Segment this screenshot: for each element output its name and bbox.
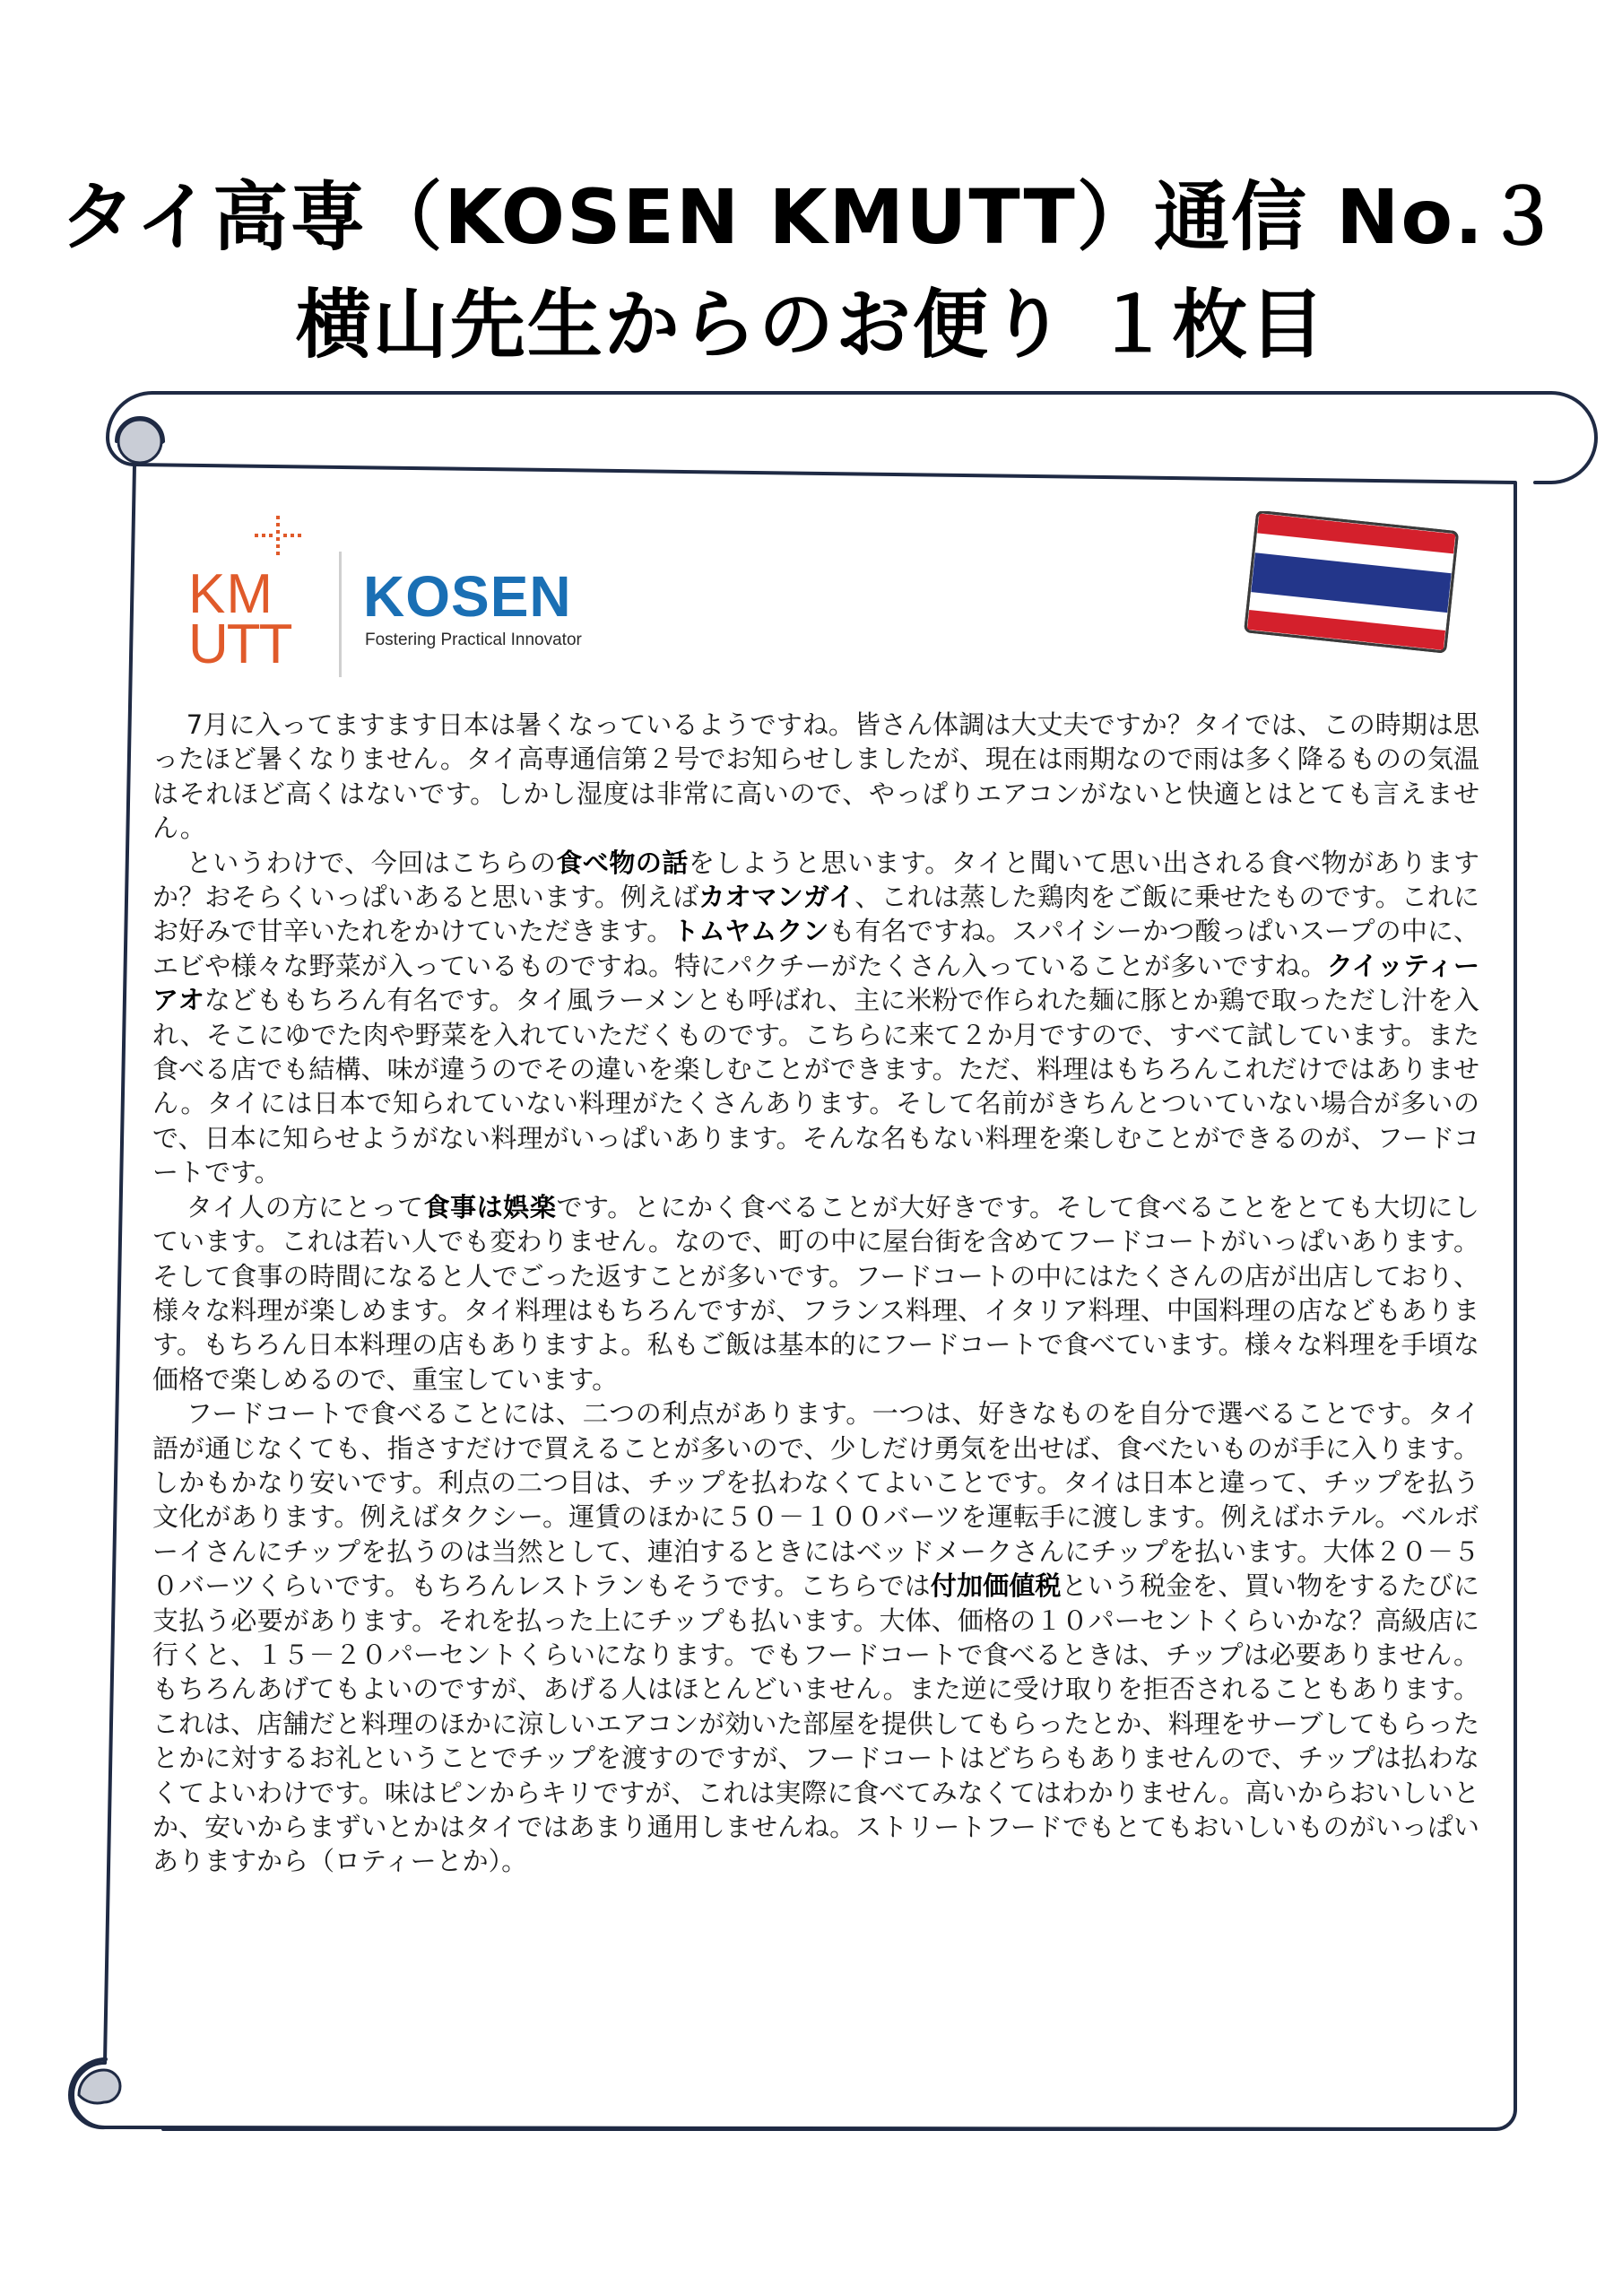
text-run: 7月に入ってますます日本は暑くなっているようですね。皆さん体調は大丈夫ですか？タイでは、この時期は思ったほど暑くなりません。タイ高専通信第２号でお知らせしましたが、現在は雨期なので雨は多く降るものの気温はそれほど高くはないです。しかし湿度は非常に高いので、やっぱりエアコンがないと快適とはとても言えません。 bbox=[152, 709, 1479, 844]
bold-term: クイッティーアオ bbox=[152, 950, 1479, 1016]
kmutt-wordmark bbox=[188, 563, 291, 675]
paragraph bbox=[152, 1396, 1479, 1879]
paragraph bbox=[152, 708, 1479, 846]
text-run: をしようと思います。タイと聞いて思い出される食べ物がありますか？おそらくいっぱいあると思います。例えば bbox=[152, 847, 1480, 913]
text-run: などももちろん有名です。タイ風ラーメンとも呼ばれ、主に米粉で作られた麺に豚とか鶏で取っただし汁を入れ、そこにゆでた肉や野菜を入れていただくものです。こちらに来て２か月ですので、すべて試しています。また食べる店でも結構、味が違うのでその違いを楽しむことができます。ただ、料理はもちろんこれだけではありません。タイには日本で知られていない料理がたくさんあります。そして名前がきちんとついていない場合が多いので、日本に知らせようがない料理がいっぱいあります。そんな名もない料理を楽しむことができるのが、フードコートです。 bbox=[152, 985, 1479, 1188]
text-run: です。とにかく食べることが大好きです。そして食べることをとても大切にしています。これは若い人でも変わりません。なので、町の中に屋台街を含めてフードコートがいっぱいあります。そして食事の時間になると人でごった返すことが多いです。フードコートの中にはたくさんの店が出店しており、様々な料理が楽しめます。タイ料理はもちろんですが、フランス料理、イタリア料理、中国料理の店などもあります。もちろん日本料理の店もありますよ。私もご飯は基本的にフードコートで食べています。様々な料理を手頃な価格で楽しめるので、重宝しています。 bbox=[152, 1191, 1479, 1395]
text-run: というわけで、今回はこちらの bbox=[186, 847, 557, 878]
paragraph bbox=[152, 1190, 1479, 1396]
article-body bbox=[152, 708, 1479, 1879]
page-subtitle: 横山先生からのお便り １枚目 bbox=[295, 281, 1327, 369]
bold-term: カオマンガイ bbox=[698, 882, 855, 913]
text-run: タイ人の方にとって bbox=[186, 1191, 424, 1222]
bold-term: 食事は娯楽 bbox=[423, 1191, 557, 1222]
kosen-kmutt-logo bbox=[188, 516, 601, 677]
kosen-wordmark: KOSEN bbox=[363, 564, 572, 629]
thailand-flag-icon bbox=[1242, 511, 1466, 655]
text-run: 、これは蒸した鶏肉をご飯に乗せたものです。これにお好みで甘辛いたれをかけていただきます。 bbox=[152, 882, 1479, 947]
kosen-tagline: Fostering Practical Innovator bbox=[365, 631, 582, 649]
kmutt-row2: UTT bbox=[188, 613, 291, 675]
bold-term: トムヤムクン bbox=[672, 916, 829, 947]
logo-divider bbox=[339, 552, 342, 677]
text-run: も有名ですね。スパイシーかつ酸っぱいスープの中に、エビや様々な野菜が入っているものですね。特にパクチーがたくさん入っていることが多いですね。 bbox=[152, 916, 1479, 981]
text-run: フードコートで食べることには、二つの利点があります。一つは、好きなものを自分で選べることです。タイ語が通じなくても、指さすだけで買えることが多いので、少しだけ勇気を出せば、食べたいものが手に入ります。しかもかなり安いです。利点の二つ目は、チップを払わなくてよいことです。タイは日本と違って、チップを払う文化があります。例えばタクシー。運賃のほかに５０－１００バーツを運転手に渡します。例えばホテル。ベルボーイさんにチップを払うのは当然として、連泊するときにはベッドメークさんにチップを払います。大体２０－５０バーツくらいです。もちろんレストランもそうです。こちらでは bbox=[152, 1398, 1479, 1602]
paragraph bbox=[152, 846, 1479, 1190]
kmutt-row1: KM bbox=[188, 563, 273, 625]
bold-term: 付加価値税 bbox=[930, 1570, 1062, 1602]
kmutt-cross-icon bbox=[242, 516, 314, 570]
text-run: という税金を、買い物をするたびに支払う必要があります。それを払った上にチップも払います。大体、価格の１０パーセントくらいかな？高級店に行くと、１５－２０パーセントくらいになります。でもフードコートで食べるときは、チップは必要ありません。もちろんあげてもよいのですが、あげる人はほとんどいません。また逆に受け取りを拒否されることもあります。これは、店舗だと料理のほかに涼しいエアコンが効いた部屋を提供してもらったとか、料理をサーブしてもらったとかに対するお礼ということでチップを渡すのですが、フードコートはどちらもありませんので、チップは払わなくてよいわけです。味はピンからキリですが、これは実際に食べてみなくてはわかりません。高いからおいしいとか、安いからまずいとかはタイではあまり通用しませんね。ストリートフードでもとてもおいしいものがいっぱいありますから（ロティーとか）。 bbox=[152, 1570, 1479, 1877]
page-title: タイ高専（KOSEN KMUTT）通信 No.３ bbox=[59, 173, 1563, 261]
bold-term: 食べ物の話 bbox=[556, 847, 689, 878]
